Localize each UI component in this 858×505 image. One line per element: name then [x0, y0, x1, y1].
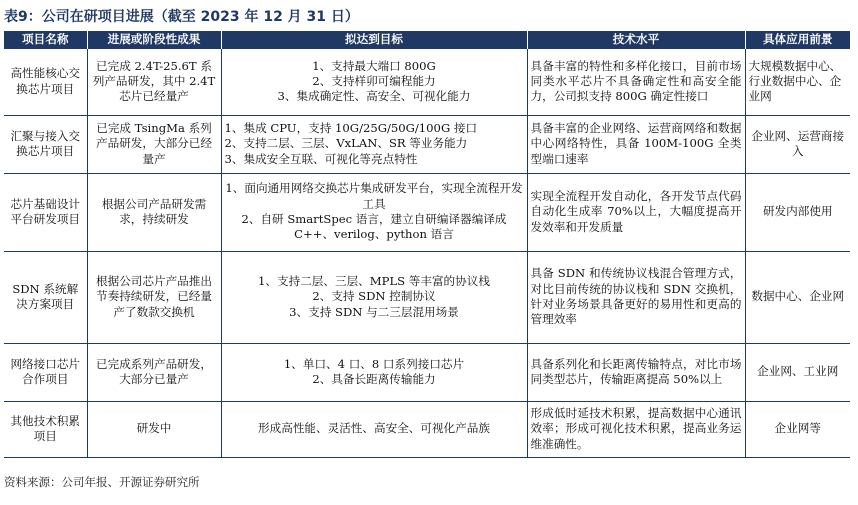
goal-line: 1、支持最大端口 800G — [312, 58, 436, 73]
cell-application: 大规模数据中心、行业数据中心、企业网 — [745, 49, 850, 115]
table-row — [4, 115, 850, 173]
goal-line: 3、集成安全互联、可视化等亮点特性 — [224, 151, 418, 166]
cell-tech-level: 具备丰富的特性和多样化接口，目前市场同类水平芯片不具备确定性和高安全能力，公司拟支持 800G 确定性接口 — [527, 49, 745, 115]
cell-progress: 已完成系列产品研发，大部分已量产 — [87, 343, 221, 401]
cell-tech-level: 形成低时延技术积累，提高数据中心通讯效率；形成可视化技术积累，提高业务运维准确性。 — [527, 401, 745, 457]
goal-line: 1、集成 CPU，支持 10G/25G/50G/100G 接口 — [224, 120, 478, 135]
cell-project-name: 其他技术积累项目 — [4, 401, 87, 457]
goal-line: 2、支持 SDN 控制协议 — [312, 289, 436, 304]
header-application: 具体应用前景 — [745, 31, 850, 49]
cell-project-name: 汇聚与接入交换芯片项目 — [4, 115, 87, 173]
table-row — [4, 49, 850, 115]
cell-goals — [221, 251, 527, 343]
goal-line: 2、支持二层、三层、VxLAN、SR 等业务能力 — [224, 136, 468, 151]
cell-progress: 研发中 — [87, 401, 221, 457]
cell-project-name: 芯片基础设计平台研发项目 — [4, 173, 87, 251]
table-row — [4, 343, 850, 401]
goal-line: 1、支持二层、三层、MPLS 等丰富的协议栈 — [258, 273, 490, 288]
header-progress: 进展或阶段性成果 — [87, 31, 221, 49]
cell-tech-level: 具备丰富的企业网络、运营商网络和数据中心网络特性，具备 100M-100G 全类型端口速率 — [527, 115, 745, 173]
table-title: 表9：公司在研项目进展（截至 2023 年 12 月 31 日） — [4, 9, 359, 25]
cell-goals — [221, 115, 527, 173]
cell-project-name: 高性能核心交换芯片项目 — [4, 49, 87, 115]
cell-project-name: 网络接口芯片合作项目 — [4, 343, 87, 401]
goal-line: 1、单口、4 口、8 口系列接口芯片 — [283, 356, 465, 371]
header-project-name: 项目名称 — [4, 31, 87, 49]
cell-goals — [221, 173, 527, 251]
goal-line: 3、集成确定性、高安全、可视化能力 — [277, 89, 471, 104]
goal-line: 形成高性能、灵活性、高安全、可视化产品族 — [258, 421, 490, 436]
cell-application: 企业网、工业网 — [745, 343, 850, 401]
goal-line: 3、支持 SDN 与二三层混用场景 — [289, 304, 459, 319]
cell-project-name: SDN 系统解决方案项目 — [4, 251, 87, 343]
cell-progress: 已完成 TsingMa 系列产品研发，大部分已经量产 — [87, 115, 221, 173]
cell-application: 企业网、运营商接入 — [745, 115, 850, 173]
header-tech-level: 技术水平 — [527, 31, 745, 49]
cell-tech-level: 实现全流程开发自动化，各开发节点代码自动化生成率 70%以上，大幅度提高开发效率和开发质量 — [527, 173, 745, 251]
goal-line: 2、自研 SmartSpec 语言，建立自研编译器编译成 C++、verilog、python 语言 — [241, 212, 507, 242]
goal-line: 2、支持样卯可编程能力 — [312, 74, 436, 89]
cell-goals — [221, 49, 527, 115]
cell-goals — [221, 343, 527, 401]
header-goals: 拟达到目标 — [221, 31, 527, 49]
cell-goals — [221, 401, 527, 457]
cell-progress: 已完成 2.4T-25.6T 系列产品研发，其中 2.4T 芯片已经量产 — [87, 49, 221, 115]
goal-line: 2、具备长距离传输能力 — [312, 372, 436, 386]
cell-application: 数据中心、企业网 — [745, 251, 850, 343]
cell-progress: 根据公司芯片产品推出节奏持续研发，已经量产了数款交换机 — [87, 251, 221, 343]
cell-tech-level: 具备 SDN 和传统协议栈混合管理方式，对比目前传统的协议栈和 SDN 交换机，针对业务场景具备更好的易用性和更高的管理效率 — [527, 251, 745, 343]
goal-line: 1、面向通用网络交换芯片集成研发平台，实现全流程开发工具 — [225, 181, 523, 211]
rd-projects-table — [4, 31, 850, 458]
table-row — [4, 401, 850, 457]
table-row — [4, 251, 850, 343]
cell-progress: 根据公司产品研发需求，持续研发 — [87, 173, 221, 251]
table-row — [4, 173, 850, 251]
cell-application: 研发内部使用 — [745, 173, 850, 251]
source-note: 资料来源：公司年报、开源证券研究所 — [4, 475, 200, 489]
cell-tech-level: 具备系列化和长距离传输特点，对比市场同类型芯片，传输距离提高 50%以上 — [527, 343, 745, 401]
table-header-row — [4, 31, 850, 49]
cell-application: 企业网等 — [745, 401, 850, 457]
